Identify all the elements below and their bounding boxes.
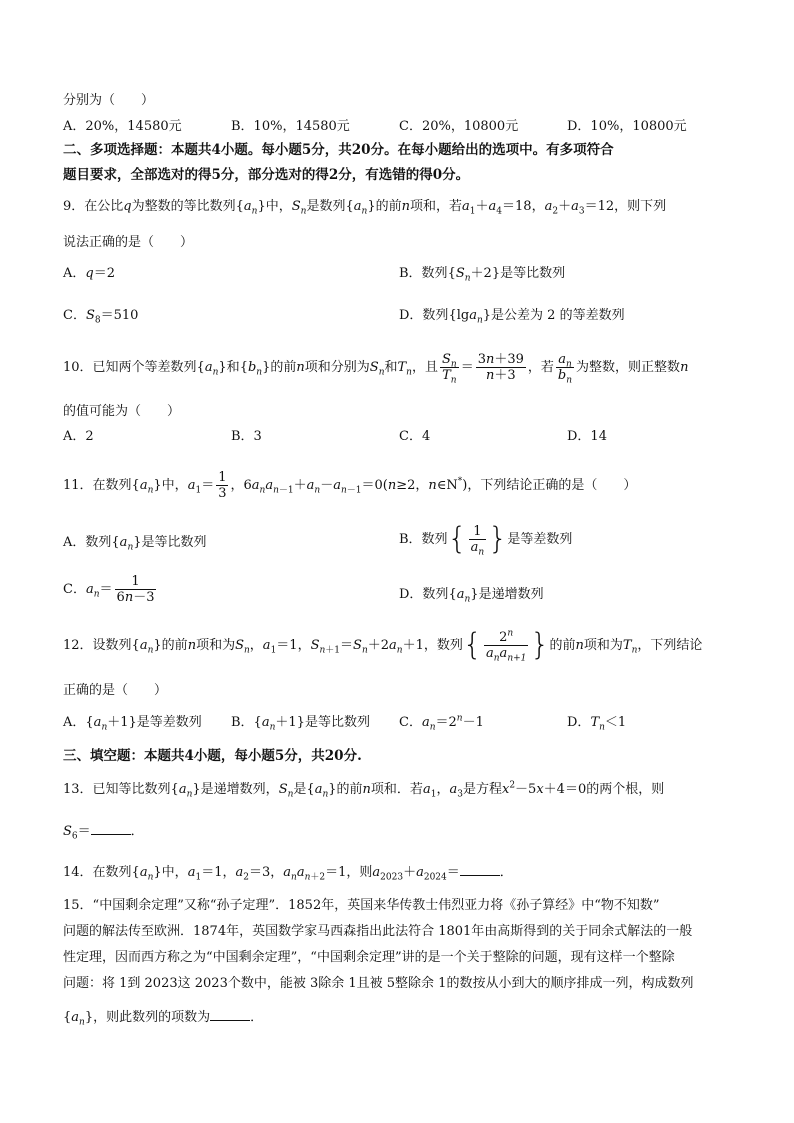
q9-stem: 9．在公比q为整数的等比数列$\{a_n\}$中，$S_n$是数列$\{a_n\}$的前n项和，若$a_1+a_4=18$，$a_2+a_3=12$，则下列 — [63, 199, 667, 217]
q9-text: ，则下列 — [614, 199, 667, 214]
q9-text: 是数列 — [306, 199, 346, 214]
section2-heading-line2: 题目要求，全部选对的得5分，部分选对的得2分，有选错的得0分。 — [63, 167, 470, 183]
q15-answer-blank[interactable] — [210, 1008, 250, 1021]
q15-line5: $\{a_n\}$，则此数列的项数为 ． — [63, 1010, 264, 1028]
q12-label: 12．设数列 — [63, 638, 132, 653]
q8-option-c[interactable]: C．20%，10800元 — [399, 119, 519, 134]
q13-answer-blank[interactable] — [91, 822, 131, 835]
q14-stem: 14．在数列$\{a_n\}$中，$a_1=1$，$a_2=3$，$a_na_{n+2}=1$，则$a_{2023}+a_{2024}=$ ． — [63, 865, 513, 883]
q15-stem — [63, 893, 733, 997]
q11-option-b[interactable]: B．数列{ $\frac{1}{a_n}$ }是等差数列 — [399, 521, 573, 558]
q13-stem: 13．已知等比数列$\{a_n\}$是递增数列，$S_n$是$\{a_n\}$的前n项和．若$a_1$，$a_3$是方程$x^2-5x+4=0$的两个根，则 — [63, 780, 665, 800]
q8-stem: 分别为（ ） — [63, 93, 155, 108]
q12-option-b[interactable]: B．$\{a_n+1\}$是等比数列 — [231, 715, 370, 733]
q12-stem-cont: 正确的是（ ） — [63, 683, 168, 698]
q9-stem-cont: 说法正确的是（ ） — [63, 235, 194, 250]
q9-option-a[interactable]: A．q＝2 — [63, 266, 115, 281]
q11-label: 11．在数列 — [63, 478, 132, 493]
q10-option-d[interactable]: D．14 — [567, 429, 607, 444]
q11-option-a[interactable]: A．数列$\{a_n\}$是等比数列 — [63, 535, 207, 553]
q8-option-a[interactable]: A．20%，14580元 — [63, 119, 182, 134]
q9-option-c[interactable]: C．$S_8=510$ — [63, 308, 139, 326]
q15-line: 性定理，因而西方称之为“中国剩余定理”，“中国剩余定理”讲的是一个关于整除的问题，现有这样一个整除 — [63, 950, 675, 965]
q10-label: 10．已知两个等差数列 — [63, 360, 197, 375]
q12-option-c[interactable]: C．$a_n=2^n-1$ — [399, 713, 484, 733]
q15-line: 问题的解法传至欧洲．1874年，英国数学家马西森指出此法符合 1801年由高斯得到的关于同余式解法的一般 — [63, 924, 693, 939]
q10-option-a[interactable]: A．2 — [63, 429, 94, 444]
section2-heading-line1: 二、多项选择题：本题共4小题。每小题5分，共20分。在每小题给出的选项中。有多项符合 — [63, 142, 614, 158]
q13-label: 13．已知等比数列 — [63, 782, 171, 797]
q10-stem-cont: 的值可能为（ ） — [63, 404, 181, 419]
q9-label: 9．在公比 — [63, 199, 124, 214]
q15-line: 15．“中国剩余定理”又称“孙子定理”．1852年，英国来华传教士伟烈亚力将《孙子算经》中“物不知数” — [63, 898, 660, 913]
q13-answer: $S_6=$ ． — [63, 824, 144, 842]
q12-option-a[interactable]: A．$\{a_n+1\}$是等差数列 — [63, 715, 202, 733]
q12-option-d[interactable]: D．$T_n<1$ — [567, 715, 627, 733]
q11-option-d[interactable]: D．数列$\{a_n\}$是递增数列 — [399, 587, 544, 605]
section3-heading: 三、填空题：本题共4小题，每小题5分，共20分. — [63, 748, 362, 764]
q9-text: 中， — [265, 199, 292, 214]
q14-label: 14．在数列 — [63, 865, 132, 880]
q8-option-b[interactable]: B．10%，14580元 — [231, 119, 350, 134]
q11-stem: 11．在数列$\{a_n\}$中，$a_1=$ $\frac{1}{3}$ ，$6a_na_{n-1}+a_n-a_{n-1}=0(n\ge 2$，n∈N*)，下列结论正确的是（ ） — [63, 470, 637, 501]
q9-text: 的前 — [375, 199, 402, 214]
q10-option-b[interactable]: B．3 — [231, 429, 262, 444]
q9-option-d[interactable]: D．数列{lga$_n$}是公差为 2 的等差数列 — [399, 308, 625, 326]
q10-stem: 10．已知两个等差数列$\{a_n\}$和$\{b_n\}$的前n项和分别为$S_n$和$T_n$，且 $\frac{S_n}{T_n}$ ＝ $\frac{3n+39}{n+3}$ ，若 $\frac{a_n}{b_n}$ 为整数，则正整数n — [63, 352, 689, 386]
q12-stem: 12．设数列$\{a_n\}$的前n项和为$S_n$，$a_1=1$，$S_{n+1}=S_n+2a_n+1$，数列{ $\frac{2^n}{a_na_{n+1}}$ }的前n项和为$T_n$，下列结论 — [63, 627, 703, 664]
q11-option-c[interactable]: C．$a_n=$ $\frac{1}{6n-3}$ — [63, 574, 155, 605]
q9-option-b[interactable]: B．数列$\{S_n+2\}$是等比数列 — [399, 266, 566, 284]
q14-answer-blank[interactable] — [460, 863, 500, 876]
q8-option-d[interactable]: D．10%，10800元 — [567, 119, 687, 134]
q10-option-c[interactable]: C．4 — [399, 429, 431, 444]
q9-text: 为整数的等比数列 — [131, 199, 236, 214]
q9-text: 项和，若 — [410, 199, 463, 214]
q15-line: 问题：将 1到 2023这 2023个数中，能被 3除余 1且被 5整除余 1的数按从小到大的顺序排成一列，构成数列 — [63, 976, 694, 991]
